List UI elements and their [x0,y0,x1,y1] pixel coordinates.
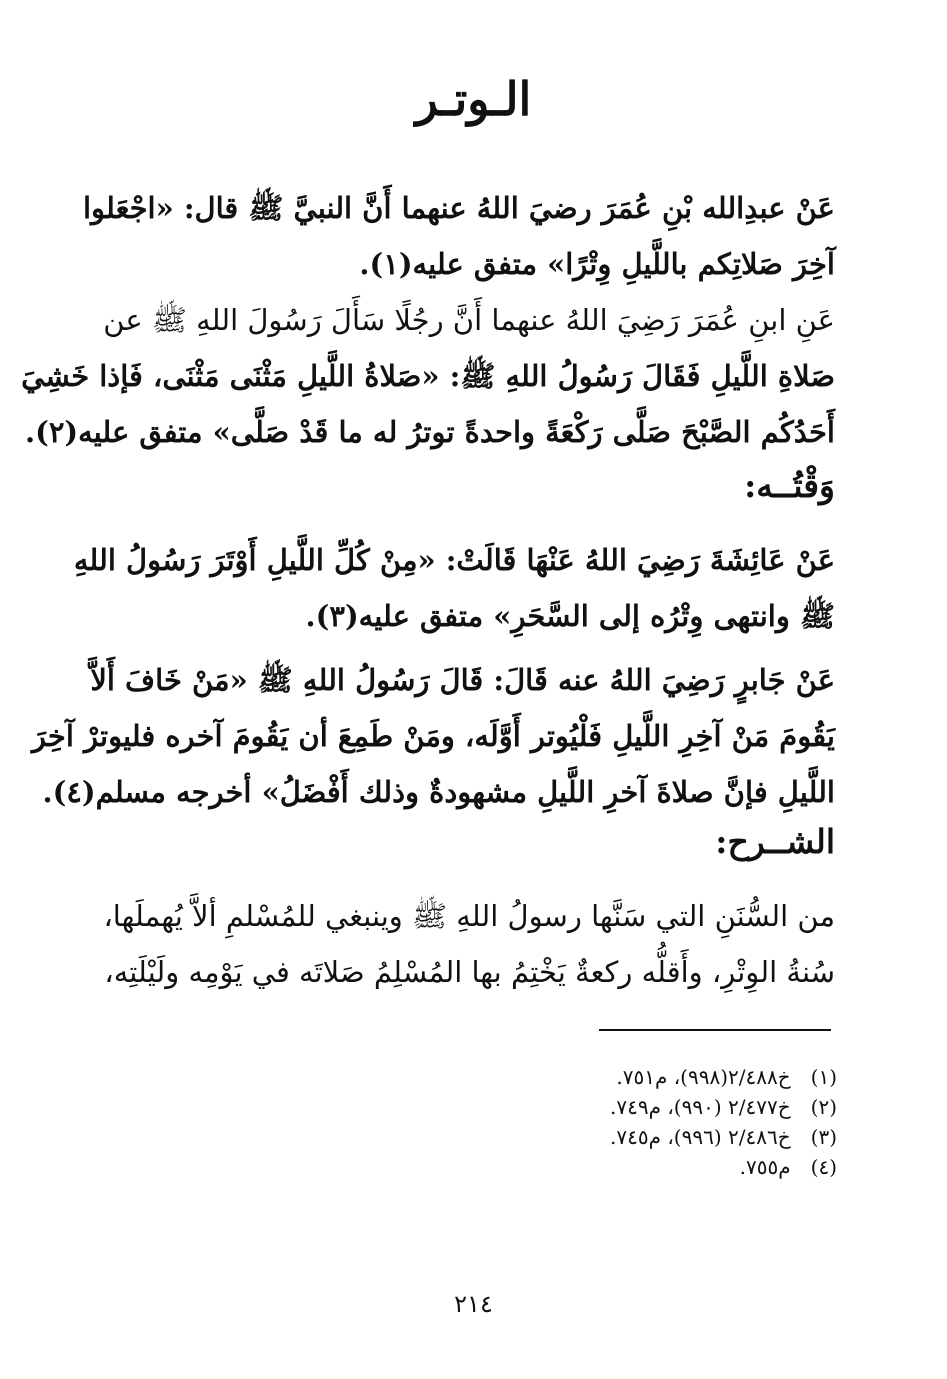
footnote-divider [599,1029,831,1031]
sharh-text [105,888,835,1000]
hadith-4-line-2: يَقُومَ مَنْ آخِرِ اللَّيلِ فَلْيُوتر أَوَّلَه، ومَنْ طَمِعَ أن يَقُومَ آخره فليوترْ آخِرَ [31,719,835,753]
hadith-3-line-1: عَنْ عَائِشَةَ رَضِيَ اللهُ عَنْهَا قَالَتْ: «مِنْ كُلِّ اللَّيلِ أَوْتَرَ رَسُولُ اللهِ [73,543,835,577]
hadith-3 [73,532,835,644]
sharh-line-2: سُنةُ الوِتْرِ، وأَقلُّه ركعةٌ يَخْتِمُ بها المُسْلِمُ صَلاتَه في يَوْمِه ولَيْلَتِه، [104,955,835,989]
footnote-item [437,1092,837,1122]
footnote-item [437,1152,837,1182]
hadith-2-line-2: صَلاةِ اللَّيلِ فَقَالَ رَسُولُ اللهِ ﷺ: «صَلاةُ اللَّيلِ مَثْنَى مَثْنَى، فَإذا خَشِيَ [21,359,835,393]
hadith-1-line-1: عَنْ عبدِالله بْنِ عُمَرَ رضيَ اللهُ عنهما أَنَّ النبيَّ ﷺ قال: «اجْعَلوا [82,191,835,225]
footnote-number: (٢) [810,1095,837,1119]
hadith-2 [21,292,835,460]
hadith-1-line-2: آخِرَ صَلاتِكم باللَّيلِ وِتْرًا» متفق عليه(١). [359,247,835,281]
footnote-item [437,1062,837,1092]
hadith-1 [82,180,835,292]
footnote-text: خ٢/٤٧٧ (٩٩٠)، م٧٤٩. [610,1095,791,1119]
waqtuhu-heading: وَقْتُــه: [744,466,835,505]
hadith-4 [31,652,835,820]
footnotes [437,1062,837,1182]
footnote-number: (٤) [810,1155,837,1179]
hadith-2-line-3: أَحَدُكُم الصَّبْحَ صَلَّى رَكْعَةً واحدةً توترُ له ما قَدْ صَلَّى» متفق عليه(٢). [25,415,835,449]
page-number: ٢١٤ [454,1290,493,1318]
hadith-3-line-2: ﷺ وانتهى وِتْرُه إلى السَّحَرِ» متفق عليه(٣). [305,599,835,633]
page-title: الـوتـر [415,72,532,126]
footnote-text: خ٢/٤٨٨(٩٩٨)، م٧٥١. [616,1065,791,1089]
sharh-heading: الشــرح: [715,822,835,861]
hadith-4-line-1: عَنْ جَابرٍ رَضِيَ اللهُ عنه قَالَ: قَالَ رَسُولُ اللهِ ﷺ «مَنْ خَافَ أَلاَّ [90,663,835,697]
footnote-text: خ٢/٤٨٦ (٩٩٦)، م٧٤٥. [610,1125,791,1149]
footnote-text: م٧٥٥. [739,1155,791,1179]
hadith-4-line-3: اللَّيلِ فإنَّ صلاةَ آخرِ اللَّيلِ مشهودةٌ وذلك أَفْضَلُ» أخرجه مسلم(٤). [42,775,835,809]
footnote-number: (١) [810,1065,837,1089]
footnote-number: (٣) [810,1125,837,1149]
sharh-line-1: من السُّنَنِ التي سَنَّها رسولُ اللهِ ﷺ وينبغي للمُسْلمِ ألاَّ يُهملَها، [103,899,835,933]
hadith-2-line-1: عَنِ ابنِ عُمَرَ رَضِيَ اللهُ عنهما أَنَّ رجُلًا سَأَلَ رَسُولَ اللهِ ﷺ عن [103,303,835,337]
footnote-item [437,1122,837,1152]
